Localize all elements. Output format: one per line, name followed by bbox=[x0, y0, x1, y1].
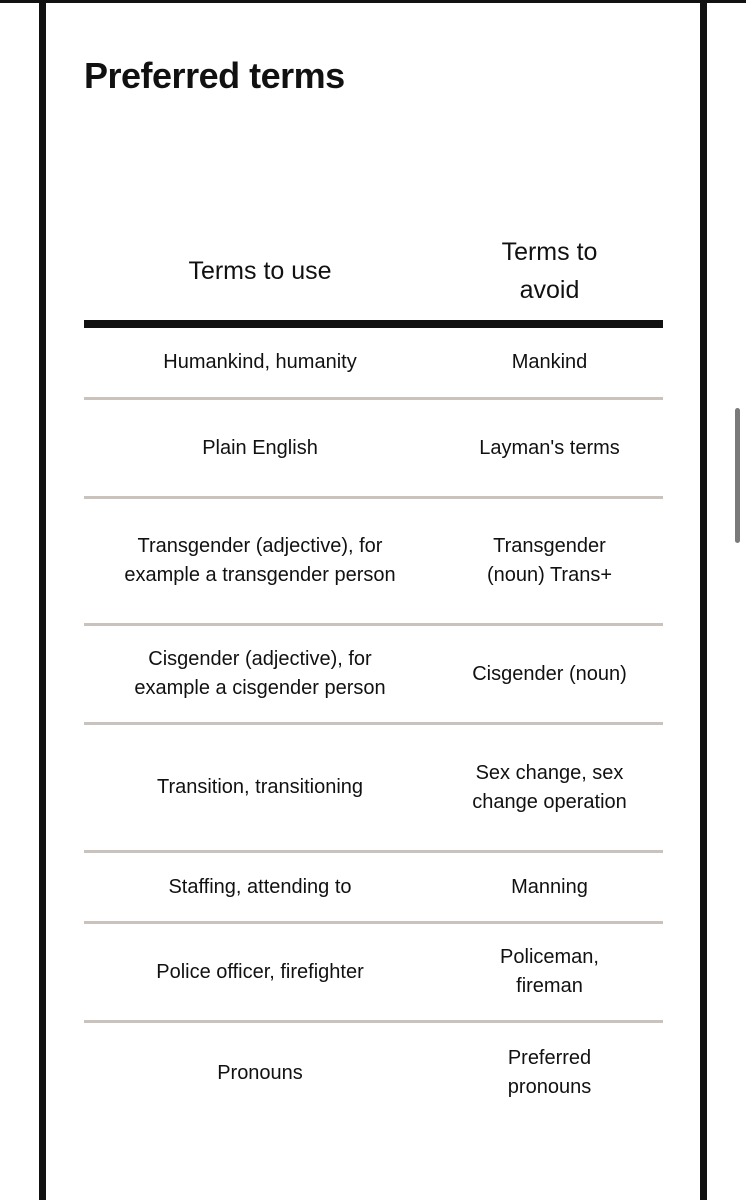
term-to-use: Humankind, humanity bbox=[163, 351, 357, 373]
top-border bbox=[0, 0, 746, 3]
cell-use bbox=[84, 924, 436, 1020]
cell-use bbox=[84, 853, 436, 921]
cell-avoid bbox=[436, 328, 663, 397]
frame-right-border bbox=[700, 0, 707, 1200]
term-to-use: Transition, transitioning bbox=[156, 776, 364, 798]
cell-avoid bbox=[436, 400, 663, 496]
term-to-avoid: Layman's terms bbox=[479, 436, 620, 459]
cell-avoid bbox=[436, 725, 663, 850]
table-row bbox=[84, 400, 663, 499]
cell-use bbox=[84, 328, 436, 397]
table-row bbox=[84, 924, 663, 1023]
term-to-use: Police officer, firefighter bbox=[156, 960, 364, 983]
term-to-avoid: Manning bbox=[511, 875, 588, 898]
frame-left-border bbox=[39, 0, 46, 1200]
preferred-terms-table bbox=[84, 222, 663, 1123]
cell-use bbox=[84, 400, 436, 496]
table-header bbox=[84, 222, 663, 328]
cell-avoid bbox=[436, 499, 663, 623]
term-to-avoid: Policeman, fireman bbox=[500, 946, 599, 997]
term-to-use: Transgender (adjective), for example a transgender person bbox=[124, 535, 396, 586]
term-to-avoid: Preferred pronouns bbox=[507, 1047, 592, 1098]
term-to-avoid: Sex change, sex change operation bbox=[472, 761, 627, 813]
cell-use bbox=[84, 626, 436, 722]
term-to-avoid: Cisgender (noun) bbox=[472, 662, 627, 685]
term-to-use: Cisgender (adjective), for example a cisgender person bbox=[134, 648, 386, 699]
table-row bbox=[84, 1023, 663, 1123]
header-cell-avoid bbox=[436, 222, 663, 320]
cell-use bbox=[84, 1023, 436, 1123]
page-title: Preferred terms bbox=[84, 55, 345, 96]
cell-avoid bbox=[436, 924, 663, 1020]
table-row bbox=[84, 853, 663, 924]
table-row bbox=[84, 328, 663, 400]
cell-avoid bbox=[436, 853, 663, 921]
term-to-use: Staffing, attending to bbox=[168, 875, 352, 898]
header-terms-to-avoid: Terms to avoid bbox=[501, 238, 598, 304]
table-row bbox=[84, 499, 663, 626]
term-to-avoid: Mankind bbox=[511, 351, 588, 373]
term-to-use: Plain English bbox=[202, 436, 318, 459]
vertical-scrollbar[interactable] bbox=[735, 408, 740, 543]
term-to-use: Pronouns bbox=[217, 1061, 303, 1084]
term-to-avoid: Transgender (noun) Trans+ bbox=[486, 535, 613, 586]
table-row bbox=[84, 626, 663, 725]
cell-avoid bbox=[436, 626, 663, 722]
header-terms-to-use: Terms to use bbox=[188, 257, 332, 285]
cell-use bbox=[84, 499, 436, 623]
cell-avoid bbox=[436, 1023, 663, 1123]
header-cell-use bbox=[84, 222, 436, 320]
table-row bbox=[84, 725, 663, 853]
cell-use bbox=[84, 725, 436, 850]
